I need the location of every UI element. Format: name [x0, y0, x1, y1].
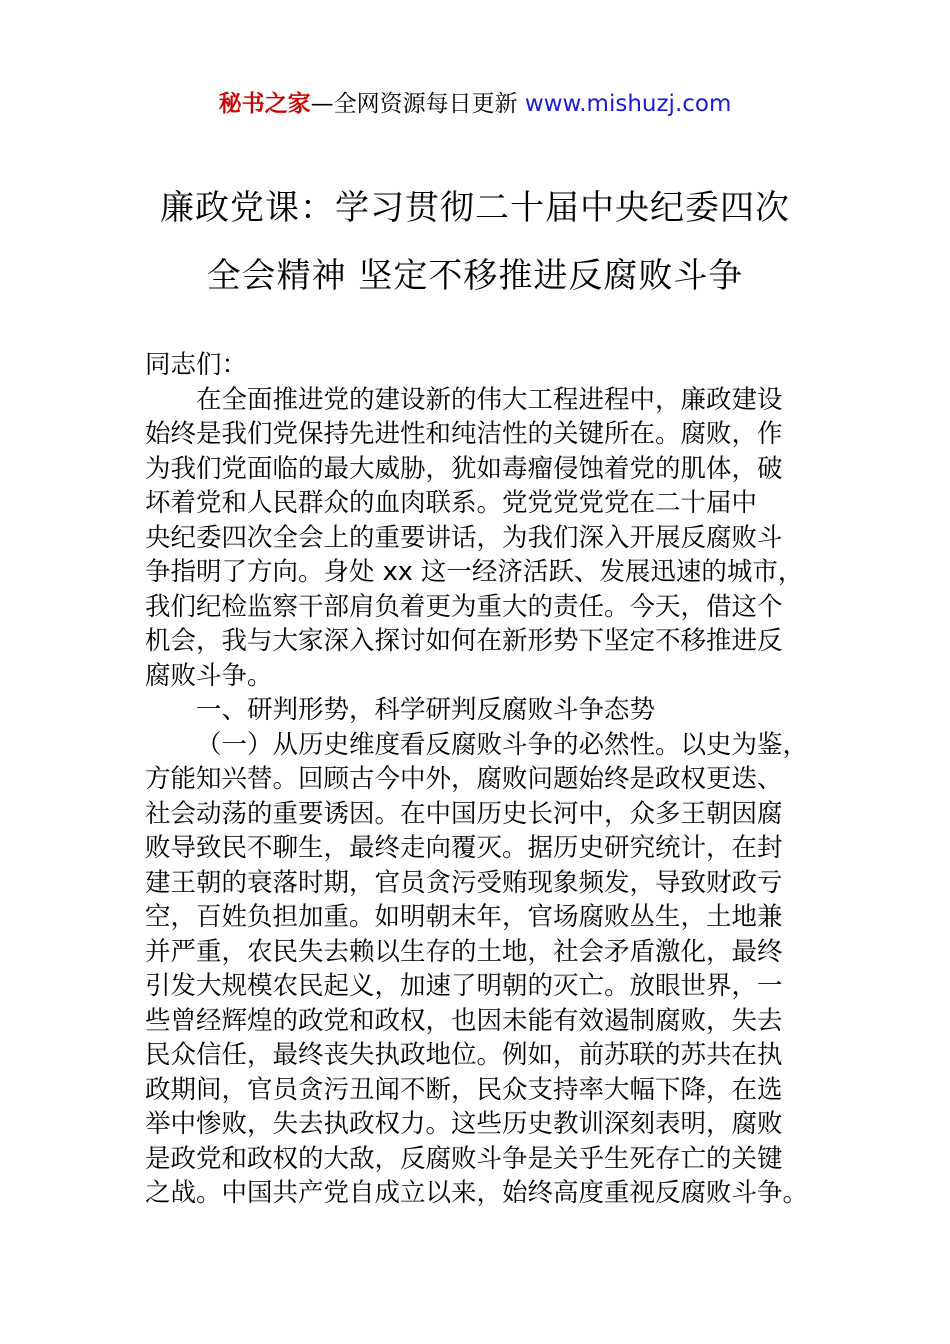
paragraph-line: （一）从历史维度看反腐败斗争的必然性。以史为鉴，: [196, 729, 809, 760]
header-tagline: —全网资源每日更新: [310, 91, 525, 117]
document-title-line-1: 廉政党课：学习贯彻二十届中央纪委四次: [160, 188, 790, 228]
paragraph-line: 机会，我与大家深入探讨如何在新形势下坚定不移推进反: [145, 626, 783, 656]
paragraph-line: 并严重，农民失去赖以生存的土地，社会矛盾激化，最终: [145, 936, 783, 967]
site-url-link[interactable]: www.mishuzj.com: [524, 91, 732, 117]
paragraph-line: 腐败斗争。: [145, 660, 273, 691]
paragraph-line: 为我们党面临的最大威胁，犹如毒瘤侵蚀着党的肌体，破: [145, 453, 783, 484]
paragraph-line: 央纪委四次全会上的重要讲话，为我们深入开展反腐败斗: [145, 522, 783, 553]
paragraph-line: 空，百姓负担加重。如明朝末年，官场腐败丛生，土地兼: [145, 902, 783, 932]
paragraph-line: 始终是我们党保持先进性和纯洁性的关键所在。腐败，作: [145, 419, 783, 449]
paragraph-line: 是政党和政权的大敌，反腐败斗争是关乎生死存亡的关键: [145, 1143, 783, 1174]
paragraph-line: 在全面推进党的建设新的伟大工程进程中，廉政建设: [196, 384, 783, 415]
document-body: [145, 348, 835, 1211]
section-heading: 一、研判形势，科学研判反腐败斗争态势: [196, 695, 656, 725]
paragraph-line: 方能知兴替。回顾古今中外，腐败问题始终是政权更迭、: [145, 764, 783, 794]
paragraph-line: 举中惨败，失去执政权力。这些历史教训深刻表明，腐败: [145, 1109, 783, 1139]
site-header-banner: [0, 88, 950, 120]
paragraph-line: 我们纪检监察干部肩负着更为重大的责任。今天，借这个: [145, 591, 783, 622]
paragraph-line: 些曾经辉煌的政党和政权，也因未能有效遏制腐败，失去: [145, 1005, 783, 1036]
paragraph-line: 引发大规模农民起义，加速了明朝的灭亡。放眼世界，一: [145, 971, 783, 1001]
paragraph-line: 社会动荡的重要诱因。在中国历史长河中，众多王朝因腐: [145, 798, 783, 829]
salutation: 同志们：: [145, 350, 248, 380]
paragraph-line: 争指明了方向。身处 xx 这一经济活跃、发展迅速的城市，: [145, 557, 804, 587]
brand-name: 秘书之家: [218, 91, 311, 117]
paragraph-line: 坏着党和人民群众的血肉联系。党党党党党在二十届中: [145, 488, 758, 518]
paragraph-line: 建王朝的衰落时期，官员贪污受贿现象频发，导致财政亏: [145, 867, 783, 898]
paragraph-line: 败导致民不聊生，最终走向覆灭。据历史研究统计，在封: [145, 833, 783, 863]
paragraph-line: 民众信任，最终丧失执政地位。例如，前苏联的苏共在执: [145, 1040, 783, 1070]
paragraph-line: 之战。中国共产党自成立以来，始终高度重视反腐败斗争。: [145, 1178, 809, 1208]
paragraph-line: 政期间，官员贪污丑闻不断，民众支持率大幅下降，在选: [145, 1074, 783, 1105]
document-title-line-2: 全会精神 坚定不移推进反腐败斗争: [206, 256, 744, 296]
